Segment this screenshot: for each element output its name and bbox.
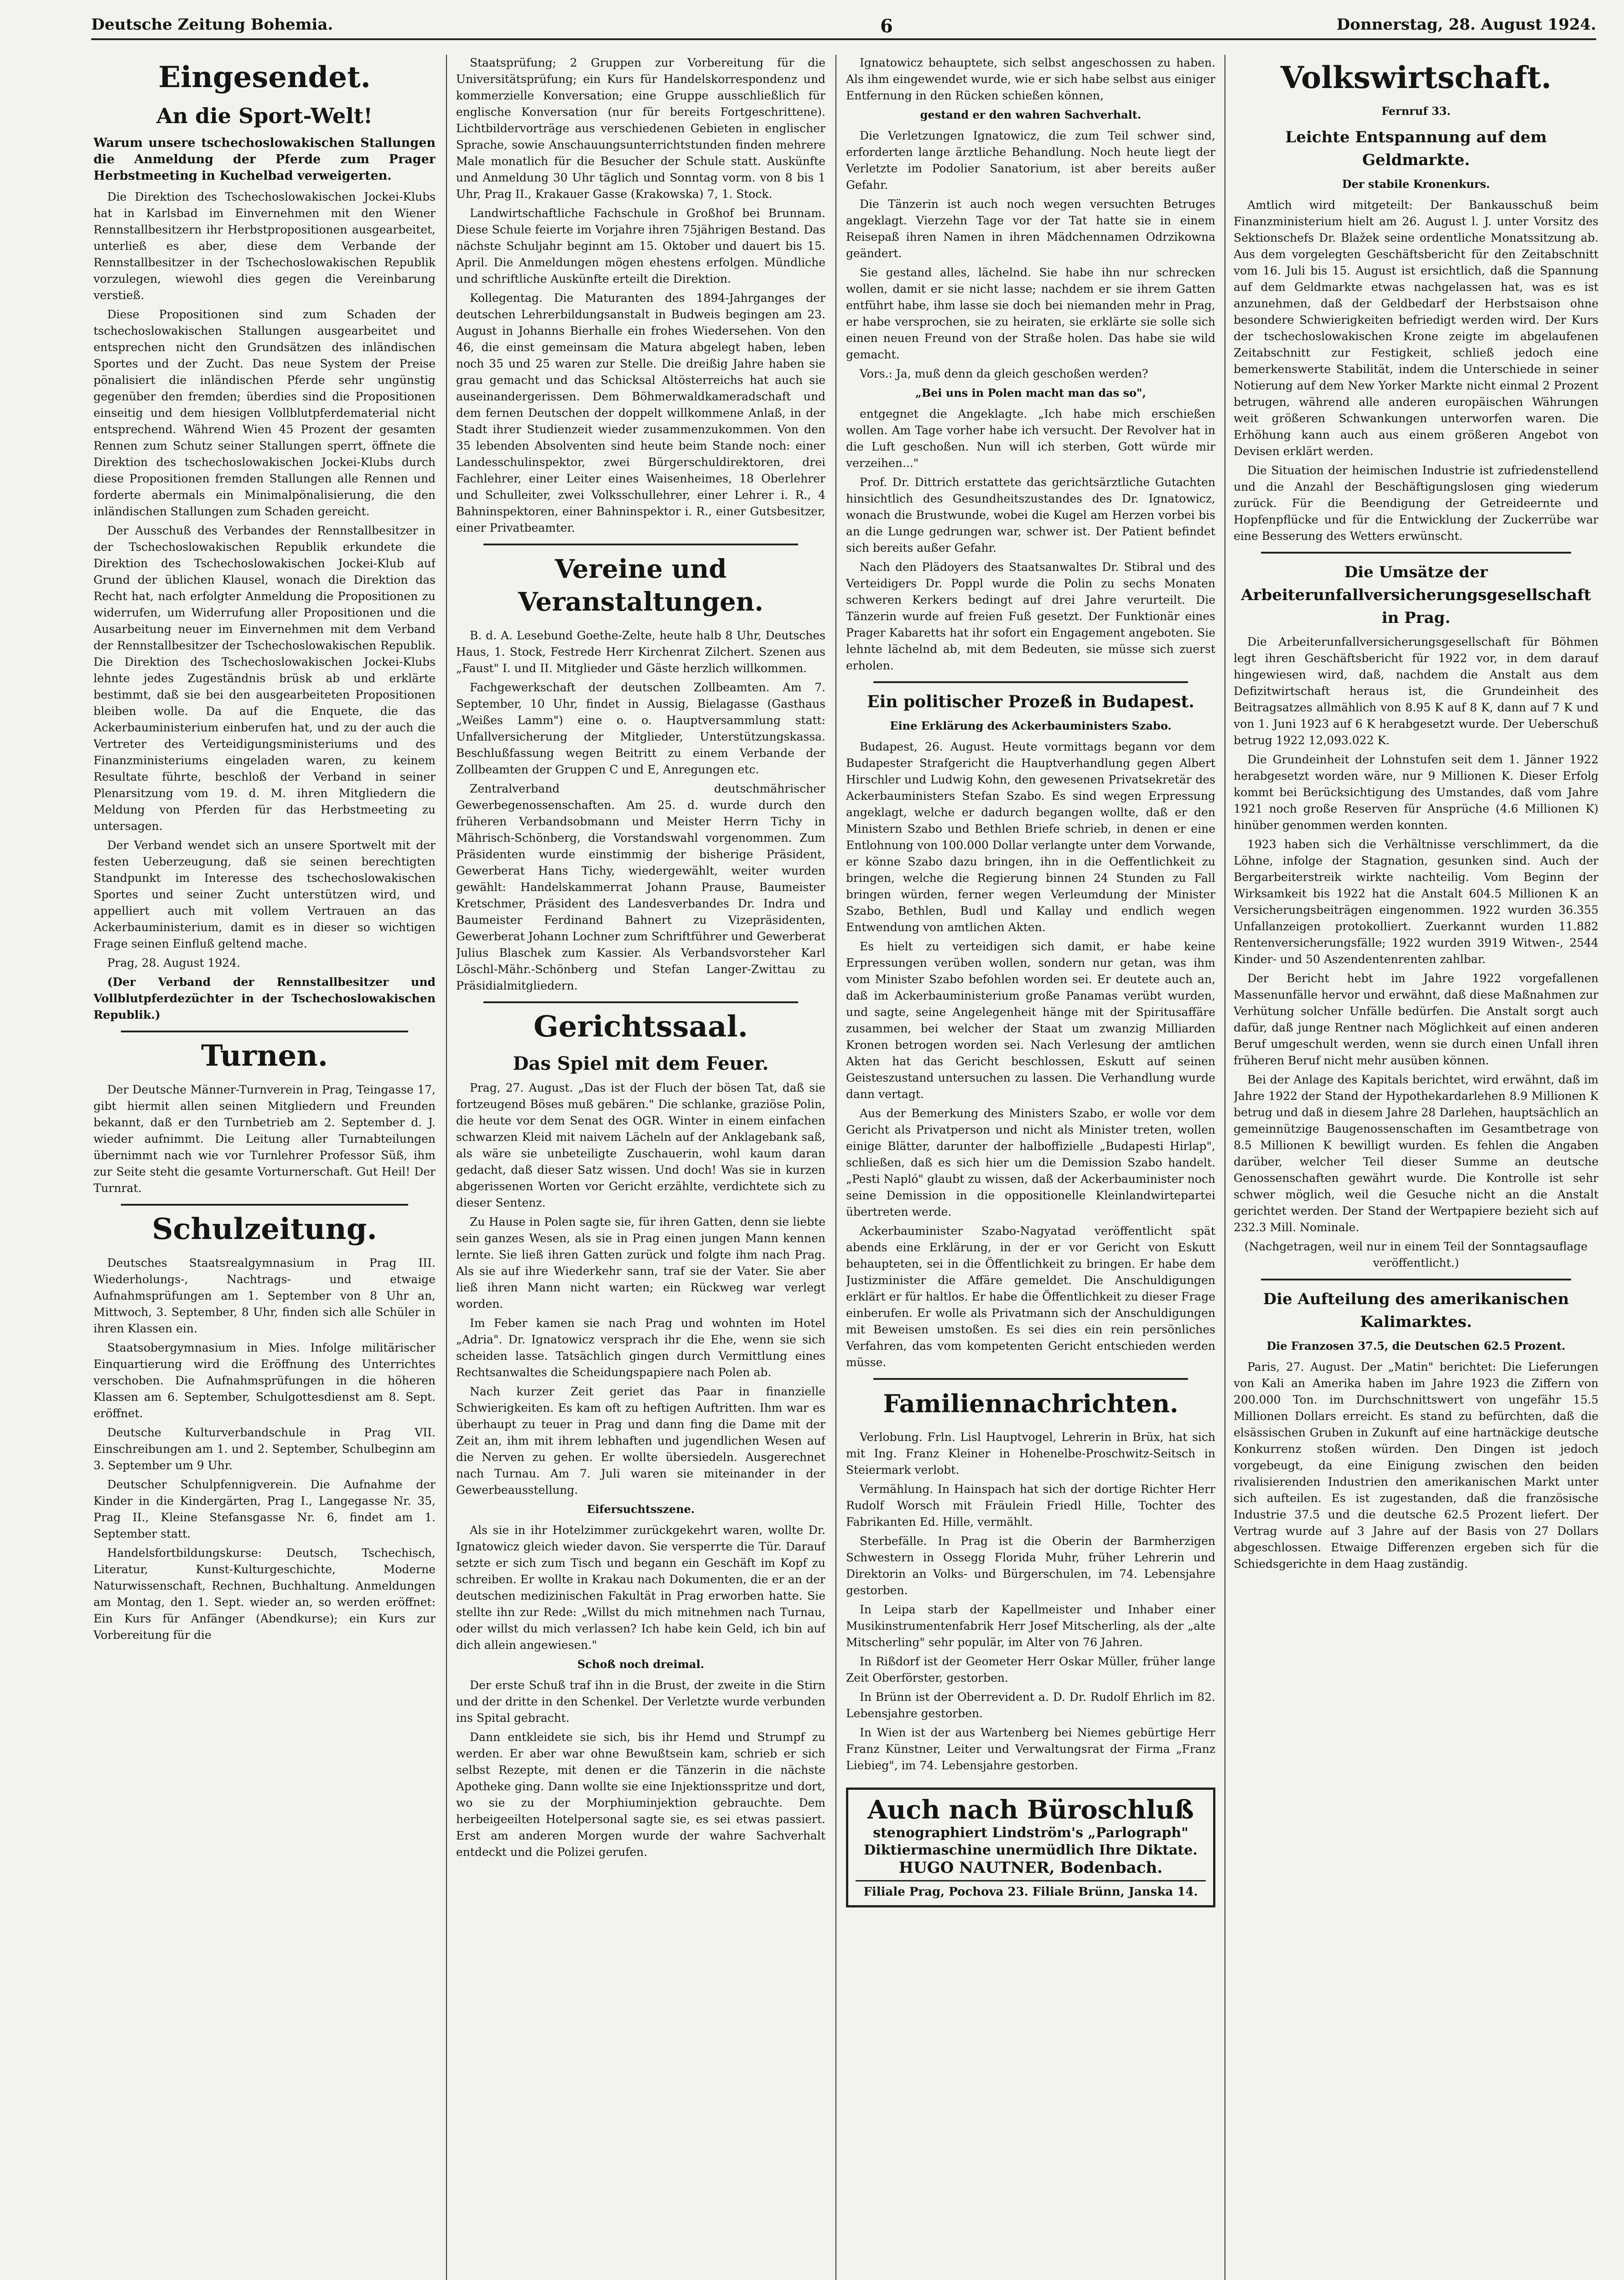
article-paragraph: Die Grundeinheit der Lohnstufen seit dem 1. Jänner 1922 herabgesetzt worden wäre, nur 9 Millionen K. Dieser Erfolg kommt bei Berücksichtigung des Umstandes, daß vom Jahre 1921 noch große Reserven für Ansprüche (4.6 Millionen K) hinüber genommen werden konnten. (1234, 753, 1598, 832)
article-paragraph: Bei der Anlage des Kapitals berichtet, wird erwähnt, daß im Jahre 1922 der Stand der Hypothekardarlehen 8.9 Millionen K betrug und daß in diesem Jahre 28 Darlehen, hauptsächlich an gemeinnützige Baugenossenschaften im Gesamtbetrage von 8.5 Millionen K bewilligt wurden. Es fehlen die Angaben darüber, welcher Teil dieser Summe an deutsche Genossenschaften gewährt wurde. Die Kontrolle ist sehr schwer möglich, weil die Gesuche nicht an die Anstalt gerichtet werden. Der Stand der Wertpapiere bezieht sich auf 232.3 Mill. Nominale. (1234, 1073, 1598, 1234)
ad-line: stenographiert Lindström's „Parlograph" (873, 1825, 1188, 1841)
article-paragraph: entgegnet die Angeklagte. „Ich habe mich erschießen wollen. Am Tage vorher habe ich versucht. Der Revolver hat in die Luft geschoßen. Nun will ich sterben, Gott würde mir verzeihen..." (846, 407, 1215, 470)
article-paragraph: Der Bericht hebt im Jahre 1922 vorgefallenen Massenunfälle hervor und erwähnt, daß diese Maßnahmen zur Verhütung solcher Unfälle bedürfen. Die Anstalt sorgt auch dafür, daß junge Rentner nach Möglichkeit auf einen anderen Beruf umgeschult werden, wenn sie durch einen Unfall ihren früheren Beruf nicht mehr ausüben können. (1234, 972, 1598, 1067)
page-header (91, 9, 1596, 40)
telephone-note: Fernruf 33. (1381, 104, 1451, 118)
article-paragraph: Deutscher Schulpfennigverein. Die Aufnahme der Kinder in die Kindergärten, Prag I., Langegasse Nr. 35, Prag II., Kleine Stefansgasse Nr. 6, findet am 1. September statt. (93, 1478, 436, 1540)
section-heading-schulzeitung: Schulzeitung. (152, 1212, 377, 1246)
section-divider (121, 1204, 408, 1206)
article-paragraph: In Brünn ist der Oberrevident a. D. Dr. Rudolf Ehrlich im 82. Lebensjahre gestorben. (846, 1690, 1215, 1720)
article-signature: (Der Verband der Rennstallbesitzer und Vollblutpferdezüchter in der Tschechoslowakischen Republik.) (93, 975, 436, 1021)
article-title-kalimarkt: Die Aufteilung des amerikanischen Kalimarktes. (1263, 1290, 1569, 1331)
column-rule (446, 55, 447, 2280)
column-3 (846, 55, 1215, 2280)
article-paragraph: Sterbefälle. In Prag ist die Oberin der Barmherzigen Schwestern in Ossegg Florida Muhr, früher Lehrerin und Direktorin an Volks- und Bürgerschulen, im 74. Lebensjahre gestorben. (846, 1534, 1215, 1597)
ad-footer: Filiale Prag, Pochova 23. Filiale Brünn, Janska 14. (856, 1880, 1206, 1900)
column-rule (1224, 55, 1225, 2280)
article-paragraph: Prof. Dr. Dittrich erstattete das gerichtsärztliche Gutachten hinsichtlich des Gesundheitszustandes des Dr. Ignatowicz, wonach die Brustwunde, wobei die Kugel am Herzen vorbei bis an die Lunge gedrungen war, schwer ist. Der Patient befindet sich bereits außer Gefahr. (846, 476, 1215, 554)
advertisement-box (846, 1788, 1215, 1907)
article-paragraph: Ignatowicz behauptete, sich selbst angeschossen zu haben. Als ihm eingewendet wurde, wie er sich habe selbst aus einiger Entfernung in den Rücken schießen können, (846, 56, 1215, 102)
article-paragraph: Die Arbeiterunfallversicherungsgesellschaft für Böhmen legt ihren Geschäftsbericht für 1922 vor, in dem darauf hingewiesen wird, daß, nachdem die Anstalt aus dem Defizitwirtschaft heraus ist, die Grundeinheit des Beitragsatzes allmählich von 8.95 K auf 8 K, dann auf 7 K und von 1. Juni 1923 auf 6 K herabgesetzt wurde. Der Ueberschuß betrug 1922 12,093.022 K. (1234, 635, 1598, 747)
ad-title: Auch nach Büroschluß (867, 1795, 1194, 1825)
article-paragraph: Der Deutsche Männer-Turnverein in Prag, Teingasse 17, gibt hiermit allen seinen Mitgliedern und Freunden bekannt, daß er den Turnbetrieb am 2. September d. J. wieder aufnimmt. Die Leitung aller Turnabteilungen übernimmt nach wie vor Turnlehrer Professor Süß, ihm zur Seite steht die gesamte Vorturnerschaft. Gut Heil! Der Turnrat. (93, 1083, 436, 1195)
article-paragraph: Amtlich wird mitgeteilt: Der Bankausschuß beim Finanzministerium hielt am 26. August l. J. unter Vorsitz des Sektionschefs Dr. Blažek seine ordentliche Monatssitzung ab. Aus dem vorgelegten Geschäftsbericht für den Zeitabschnitt vom 16. Juli bis 15. August ist ersichtlich, daß die Spannung auf dem Geldmarkte etwas nachgelassen hat, was es ist anzunehmen, daß der Geldbedarf der Herbstsaison ohne besondere Schwierigkeiten befriedigt werden wird. Der Kurs der tschechoslowakischen Krone zeigte im abgelaufenen Zeitabschnitt zur Festigkeit, schließ jedoch eine bemerkenswerte Stabilität, indem die Unterschiede in seiner Notierung auf dem New Yorker Markte nicht einmal 2 Prozent betrugen, während alle anderen europäischen Währungen weit größeren Schwankungen unterworfen waren. Die Erhöhung kann auch aus einem größeren Angebot von Devisen erklärt werden. (1234, 198, 1598, 458)
article-paragraph: Paris, 27. August. Der „Matin" berichtet: Die Lieferungen von Kali an Amerika haben im Jahre 1923 die Ziffern von 200.000 Ton. im Durchschnittswert von ungefähr 15.5 Millionen Dollars erreicht. Es stand zu befürchten, daß die elsässischen Gruben in Zukunft auf eine hartnäckige deutsche Konkurrenz stoßen würden. Den Dingen ist jedoch vorgebeugt, da eine Einigung zwischen den beiden rivalisierenden Industrien den amerikanischen Markt unter sich aufteilen. Es ist zugestanden, daß die französische Industrie 37.5 und die deutsche 62.5 Prozent liefert. Der Vertrag wurde auf 3 Jahre auf der Basis von 27 Dollars abgeschlossen. Etwaige Differenzen ergeben sich für die Schiedsgerichte in dem Haag zuständig. (1234, 1360, 1598, 1570)
article-paragraph: Diese Propositionen sind zum Schaden der tschechoslowakischen Stallungen ausgearbeitet und entsprechen nicht den Grundsätzen des inländischen Sportes und der Zucht. Das neue System der Preise pönalisiert die inländischen Pferde sehr ungünstig gegenüber den fremden; überdies sind die Propositionen einseitig und dem hiesigen Vollblutpferdematerial nicht entsprechend. Während Wien 45 Prozent der gesamten Rennen zum Schutz seiner Stallungen sperrt, öffnete die Direktion des tschechoslowakischen Jockei-Klubs durch diese Propositionen fremden Stallungen alle Rennen und forderte abermals ein Minimalpönalisierung, die den inländischen Stallungen zum Schaden gereicht. (93, 308, 436, 518)
article-title-budapest: Ein politischer Prozeß in Budapest. (867, 692, 1194, 711)
section-heading-turnen: Turnen. (201, 1039, 328, 1073)
article-paragraph: 1923 haben sich die Verhältnisse verschlimmert, da die Löhne, infolge der Stagnation, gesunken sind. Auch der Bergarbeiterstreik wirkte nachteilig. Vom Beginn der Wirksamkeit bis 1922 hat die Anstalt 604.5 Millionen K an Versicherungsbeiträgen eingenommen. 1922 wurden 36.355 Unfallanzeigen protokolliert. Zuerkannt wurden 11.882 Rentenversicherungsfälle; 1922 wurden 3919 Witwen-, 2544 Kinder- und 50 Aszendentenrenten zahlbar. (1234, 838, 1598, 966)
article-dek: Die Franzosen 37.5, die Deutschen 62.5 Prozent. (1266, 1339, 1566, 1352)
article-paragraph: Vors.: Ja, muß denn da gleich geschoßen werden? (860, 367, 1148, 380)
article-paragraph: Verlobung. Frln. Lisl Hauptvogel, Lehrerin in Brüx, hat sich mit Ing. Franz Kleiner in Hohenelbe-Proschwitz-Seitsch in Steiermark verlobt. (846, 1430, 1215, 1477)
section-heading-volkswirtschaft: Volkswirtschaft. (1280, 60, 1552, 95)
article-paragraph: Als sie in ihr Hotelzimmer zurückgekehrt waren, wollte Dr. Ignatowicz gleich wieder davon. Sie versperrte die Tür. Darauf setzte er sich zum Tisch und begann ein Geschäft im Kopf zu schreiben. Er wollte in Krakau nach Dokumenten, die er an der deutschen medizinischen Fakultät in Prag erworben hatte. Sie stellte ihn zur Rede: „Willst du mich mitnehmen nach Turnau, oder willst du mich verlassen? Ich habe kein Geld, ich bin auf dich allein angewiesen." (456, 1523, 825, 1652)
article-paragraph: Zentralverband deutschmährischer Gewerbegenossenschaften. Am 25. d. wurde durch den früheren Verbandsobmann und Meister Herrn Tichy in Mährisch-Schönberg, die Vorstandswahl vorgenommen. Zum Präsidenten wurde einstimmig der bisherige Präsident, Gewerberat Hans Tichy, wiedergewählt, weiter wurden gewählt: Handelskammerrat Johann Prause, Baumeister Kretschmer, Präsident des Landesverbandes Dr. Indra und Baumeister Ferdinand Bahnert zu Vizepräsidenten, Gewerberat Johann Lochner zum Schriftführer und Gewerberat Julius Blaschek zum Kassier. Als Verbandsvorsteher Karl Löschl-Mähr.-Schönberg und Stefan Langer-Zwittau zu Präsidialmitgliedern. (456, 782, 825, 992)
article-paragraph: Es hielt zu verteidigen sich damit, er habe keine Erpressungen verüben wollen, sondern nur getan, was ihm vom Minister Szabo befohlen worden sei. Er deutete auch an, daß im Ackerbauministerium große Panamas verübt wurden, und sagte, seine Angelegenheit hänge mit der Spiritusaffäre zusammen, bei welcher der Staat um zwanzig Milliarden Kronen betrogen worden sei. Nach Verlesung der amtlichen Akten hat das Gericht beschlossen, Eskutt auf seinen Geisteszustand untersuchen zu lassen. Die Verhandlung wurde dann vertagt. (846, 940, 1215, 1101)
subheading: Eifersuchtsszene. (586, 1503, 695, 1516)
issue-date: Donnerstag, 28. August 1924. (1336, 16, 1596, 34)
subheading: „Bei uns in Polen macht man das so", (915, 386, 1146, 399)
section-divider (873, 1378, 1188, 1380)
page-number: 6 (880, 16, 893, 37)
article-dek: Warum unsere tschechoslowakischen Stallungen die Anmeldung der Pferde zum Prager Herbstmeeting in Kuchelbad verweigerten. (93, 136, 436, 183)
article-paragraph: In Leipa starb der Kapellmeister und Inhaber einer Musikinstrumentenfabrik Herr Josef Mitscherling, als der „alte Mitscherling" sehr populär, im Alter von 76 Jahren. (846, 1603, 1215, 1649)
article-dek: Eine Erklärung des Ackerbauministers Szabo. (890, 719, 1172, 732)
article-paragraph: Die Situation der heimischen Industrie ist zufriedenstellend und die Anzahl der Beschäftigungslosen ging wiederum zurück. Für die Beendigung der Getreideernte und Hopfenpflücke und für die Entwicklung der Zuckerrübe war eine Besserung des Wetters erwünscht. (1234, 464, 1598, 543)
article-paragraph: Der Ausschuß des Verbandes der Rennstallbesitzer in der Tschechoslowakischen Republik erkundete die Direktion des Tschechoslowakischen Jockei-Klub auf Grund der üblichen Klausel, wonach die Direktion das Recht hat, nach erfolgter Anmeldung die Propositionen zu widerrufen, um Widerrufung aller Propositionen und die Ausarbeitung neuer im Einvernehmen mit dem Verband der Rennstallbesitzer der Tschechoslowakischen Republik. Die Direktion des Tschechoslowakischen Jockei-Klubs lehnte jedes Zugeständnis brüsk ab und erklärte bestimmt, daß sie bei den ausgearbeiteten Propositionen bleiben wolle. Da auf die Enquete, die das Ackerbauministerium einberufen hat, und zu der auch die Vertreter des Verteidigungsministeriums und des Finanzministeriums eingeladen waren, zu keinem Resultate führte, beschloß der Verband in seiner Plenarsitzung vom 19. d. M. ihren Mitgliedern die Meldung von Pferden für das Herbstmeeting zu untersagen. (93, 524, 436, 833)
article-paragraph: Prag, 27. August. „Das ist der Fluch der bösen Tat, daß sie fortzeugend Böses muß gebären." Die schlanke, graziöse Polin, die heute vor dem Senat des OGR. Winter in einem einfachen schwarzen Kleid mit naivem Lächeln auf der Anklagebank saß, als wäre sie unbeteiligte Zuschauerin, wohl kaum daran gedacht, daß dieser Satz wissen. Und doch! Was sie in kurzen abgerissenen Worten vor Gericht erzählte, verdichtete sich zu dieser Sentenz. (456, 1081, 825, 1209)
article-paragraph: Sie gestand alles, lächelnd. Sie habe ihn nur schrecken wollen, damit er sie nicht lasse; nachdem er sie ihrem Gatten entführt habe, ihm lasse sie doch bei niemanden mehr in Prag, er habe versprochen, sie zu heiraten, sie erklärte sie solle sich einen neuen Freund von der Straße holen. Das habe sie wild gemacht. (846, 266, 1215, 361)
article-paragraph: Budapest, 26. August. Heute vormittags begann vor dem Budapester Strafgericht die Hauptverhandlung gegen Albert Hirschler und Ludwig Kohn, den gewesenen Privatsekretär des Ackerbauministers Stefan Szabo. Es sind wegen Erpressung angeklagt, welche er dadurch begangen wollte, daß er den Ministern Szabo und Bethlen Briefe schrieb, in denen er eine Entlohnung von 100.000 Dollar verlangte unter dem Vorwande, er könne Szabo dazu bringen, ihn in die Oeffentlichkeit zu bringen, welche die Regierung binnen 24 Stunden zu Fall bringen würden, ferner wegen Verleumdung der Minister Szabo, Bethlen, Budl und Kallay und endlich wegen Entwendung von amtlichen Akten. (846, 740, 1215, 934)
section-divider (483, 544, 798, 545)
article-dek: Der stabile Kronenkurs. (1342, 177, 1490, 191)
section-heading-gerichtssaal: Gerichtssaal. (533, 1010, 748, 1044)
section-divider (483, 1001, 798, 1003)
section-heading-vereine: Vereine und Veranstaltungen. (518, 554, 763, 617)
article-paragraph: Fachgewerkschaft der deutschen Zollbeamten. Am 7. September, 10 Uhr, findet in Aussig, Bielagasse (Gasthaus „Weißes Lamm") eine o. o. Hauptversammlung statt: Unfallversicherung der Mitglieder, Unterstützungskassa. Beschlußfassung wegen Beitritt zu einem Verbande der Zollbeamten der Gruppen C und E, Anregungen etc. (456, 681, 825, 776)
article-paragraph: Staatsobergymnasium in Mies. Infolge militärischer Einquartierung wird die Eröffnung des Unterrichtes verschoben. Die Aufnahmsprüfungen in die höheren Klassen am 6. September, Schulgottesdienst am 8. Sept. eröffnet. (93, 1341, 436, 1420)
article-dateline: Prag, 28. August 1924. (107, 956, 240, 969)
ad-line: HUGO NAUTNER, Bodenbach. (898, 1859, 1163, 1877)
subheading: Schoß noch dreimal. (577, 1658, 705, 1671)
section-divider (1261, 1279, 1571, 1280)
article-paragraph: Staatsprüfung; 2 Gruppen zur Vorbereitung für die Universitätsprüfung; ein Kurs für Handelskorrespondenz und kommerzielle Konversation; eine Gruppe ausschließlich für englische Konversation (nur für bereits Fortgeschrittene). Lichtbildervorträge aus verschiedenen Gebieten in englischer Sprache, sowie Anschauungsunterrichtstunden finden mehrere Male monatlich für die Besucher der Schule statt. Auskünfte und Anmeldung 30 Uhr täglich und Sonntag vorm. von 8 bis 1 Uhr, Prag II., Krakauer Gasse (Krakowska) 7, 1. Stock. (456, 56, 825, 201)
subheading: gestand er den wahren Sachverhalt. (920, 108, 1141, 121)
section-divider (1261, 552, 1571, 554)
article-paragraph: In Rißdorf ist der Geometer Herr Oskar Müller, früher lange Zeit Oberförster, gestorben. (846, 1655, 1215, 1684)
article-paragraph: Die Direktion des Tschechoslowakischen Jockei-Klubs hat in Karlsbad im Einvernehmen mit den Wiener Rennstallbesitzern ihr Herbstpropositionen ausgearbeitet, unterließ es aber, diese dem Verbande der Rennstallbesitzer in der Tschechoslowakischen Republik vorzulegen, wiewohl dies gegen die Vereinbarung verstieß. (93, 190, 436, 302)
column-rule (835, 55, 836, 2280)
section-divider (121, 1031, 408, 1032)
article-paragraph: Dann entkleidete sie sich, bis ihr Hemd und Strumpf zu werden. Er aber war ohne Bewußtsein kam, schrieb er sich selbst Rezepte, mit denen er die Tänzerin in die nächste Apotheke ging. Dann wollte sie eine Injektionsspritze und dort, wo sie zu der Morphiuminjektion gebrauchte. Dem herbeigeeilten Hotelpersonal sagte sie, es sei etwas passiert. Erst am anderen Morgen wurde der wahre Sachverhalt entdeckt und die Polizei gerufen. (456, 1731, 825, 1859)
section-heading-familie: Familiennachrichten. (883, 1389, 1178, 1418)
article-paragraph: Der erste Schuß traf ihn in die Brust, der zweite in die Stirn und der dritte in den Schenkel. Der Verletzte wurde verbunden ins Spital gebracht. (456, 1679, 825, 1725)
column-4 (1234, 55, 1598, 2280)
article-paragraph: Vermählung. In Hainspach hat sich der dortige Richter Herr Rudolf Worsch mit Fräulein Friedl Hille, Tochter des Fabrikanten Ed. Hille, vermählt. (846, 1482, 1215, 1529)
article-paragraph: Aus der Bemerkung des Ministers Szabo, er wolle vor dem Gericht als Privatperson und nicht als Minister treten, wollen einige Blätter, darunter der halboffizielle „Budapesti Hirlap", schließen, daß es sich hier um die Demission Szabo handelt. „Pesti Napló" glaubt zu wissen, daß der Ackerbauminister noch seine Demission in die oppositionelle Kleinlandwirtepartei übertreten werde. (846, 1107, 1215, 1218)
article-paragraph: Deutsche Kulturverbandschule in Prag VII. Einschreibungen am 1. und 2. September, Schulbeginn am 3. September um 9 Uhr. (93, 1426, 436, 1472)
article-title-geldmarkt: Leichte Entspannung auf dem Geldmarkte. (1285, 128, 1547, 169)
article-paragraph: Ackerbauminister Szabo-Nagyatad veröffentlicht spät abends eine Erklärung, in der er vor Gericht von Eskutt behaupteten, sei in die Öffentlichkeit zu bringen. Er habe dem Justizminister die Affäre gemeldet. Die Anschuldigungen erklärt er für haltlos. Er habe die Öffentlichkeit zu dieser Frage einberufen. Er wolle als Privatmann sich der Anschuldigungen mit Beweisen umstoßen. Es sei dies ein rein persönliches Verfahren, das vom kompetenten Gericht entschieden werden müsse. (846, 1224, 1215, 1369)
article-paragraph: Handelsfortbildungskurse: Deutsch, Tschechisch, Literatur, Kunst-Kulturgeschichte, Moderne Naturwissenschaft, Rechnen, Buchhaltung. Anmeldungen am Montag, den 1. Sept. wieder an, so werden eröffnet: Ein Kurs für Anfänger (Abendkurse); ein Kurs zur Vorbereitung für die (93, 1546, 436, 1642)
article-paragraph: Im Feber kamen sie nach Prag und wohnten im Hotel „Adria". Dr. Ignatowicz versprach ihr die Ehe, wenn sie sich scheiden lasse. Tatsächlich gingen durch Vermittlung eines Rechtsanwaltes die Scheidungspapiere nach Polen ab. (456, 1316, 825, 1379)
article-paragraph: Nach den Plädoyers des Staatsanwaltes Dr. Stibral und des Verteidigers Dr. Poppl wurde die Polin zu sechs Monaten schweren Kerkers bedingt auf drei Jahre verurteilt. Die Tänzerin wurde auf freien Fuß gesetzt. Der Funktionär eines Prager Kabaretts hat ihr sofort ein Engagement angeboten. Sie lehnte lächelnd ab, mit dem Bedeuten, sie müsse sich zuerst erholen. (846, 560, 1215, 672)
article-paragraph: Deutsches Staatsrealgymnasium in Prag III. Wiederholungs-, Nachtrags- und etwaige Aufnahmsprüfungen am 1. September von 8 Uhr an, Mittwoch, 3. September, 8 Uhr, finden sich alle Schüler in ihren Klassen ein. (93, 1256, 436, 1335)
column-2 (456, 55, 825, 2280)
article-paragraph: In Wien ist der aus Wartenberg bei Niemes gebürtige Herr Franz Künstner, Leiter und Verwaltungsrat der Firma „Franz Liebieg", im 74. Lebensjahre gestorben. (846, 1726, 1215, 1772)
section-heading-eingesendet: Eingesendet. (158, 60, 371, 94)
article-paragraph: Kollegentag. Die Maturanten des 1894-Jahrganges der deutschen Lehrerbildungsanstalt in Budweis begingen am 23. August in Johanns Bierhalle ein frohes Wiedersehen. Von den 46, die einst gemeinsam die Matura abgelegt haben, leben noch 35 und 25 waren zur Stelle. Die dreißig Jahre haben sie grau gemacht und das Schicksal Altösterreichs hat auch sie auseinandergerissen. Dem Böhmerwaldkameradschaft und dem fernen Deutschen der doppelt willkommene Anlaß, in der Stadt ihrer Studienzeit wieder zusammenzukommen. Von den 35 lebenden Absolventen sind heute beim Stande noch: einer Landesschulinspektor, zwei Bürgerschuldirektoren, drei Fachlehrer, einer Leiter eines Waisenheimes, 18 Oberlehrer und Schulleiter, zwei Volksschullehrer, einer Lehrer i. R., 4 Bahninspektoren, einer Bahninspektor i. R., einer Gutsbesitzer, einer Privatbeamter. (456, 291, 825, 534)
article-paragraph: Nach kurzer Zeit geriet das Paar in finanzielle Schwierigkeiten. Es kam oft zu heftigen Auftritten. Ihm war es überhaupt zu teuer in Prag und dann fing die Dame mit der Zeit an, ihm mit ihrem lebhaften und jugendlichen Wesen auf die Nerven zu gehen. Er wollte übersiedeln. Ausgerechnet nach Turnau. Am 7. Juli waren sie miteinander in der Gewerbeausstellung. (456, 1385, 825, 1497)
article-paragraph: Zu Hause in Polen sagte sie, für ihren Gatten, denn sie liebte sein ganzes Wesen, als sie in Prag einen jungen Mann kennen lernte. Sie ließ ihren Gatten zurück und folgte ihm nach Prag. Als sie auf ihre Wiederkehr sann, traf sie der Vater. Sie aber ließ ihren Mann nicht warten; ein Rückweg war verlegt worden. (456, 1215, 825, 1311)
ad-line: Diktiermaschine unermüdlich Ihre Diktate. (864, 1842, 1198, 1858)
column-1 (93, 55, 436, 2280)
article-title-sport: An die Sport-Welt! (156, 104, 373, 128)
article-paragraph: Der Verband wendet sich an unsere Sportwelt mit der festen Ueberzeugung, daß sie seinen berechtigten Standpunkt im Interesse des tschechoslowakischen Sportes und seiner Zucht unterstützen wird, und appelliert auch mit vollem Vertrauen an das Ackerbauministerium, damit es in dieser so wichtigen Frage seinen Einfluß geltend mache. (93, 839, 436, 950)
masthead-title: Deutsche Zeitung Bohemia. (91, 16, 333, 34)
article-paragraph: B. d. A. Lesebund Goethe-Zelte, heute halb 8 Uhr, Deutsches Haus, 1. Stock, Festrede Herr Kirchenrat Zilchert. Szenen aus „Faust" I. und II. Mitglieder und Gäste herzlich willkommen. (456, 629, 825, 675)
section-divider (873, 681, 1188, 683)
article-title-feuer: Das Spiel mit dem Feuer. (513, 1053, 769, 1074)
article-paragraph: Die Tänzerin ist auch noch wegen versuchten Betruges angeklagt. Vierzehn Tage vor der Tat hatte sie in einem Reisepaß ihren Namen in ihren Mädchennamen Odrzikowna geändert. (846, 197, 1215, 260)
article-paragraph: Landwirtschaftliche Fachschule in Großhof bei Brunnam. Diese Schule feierte im Vorjahre ihren 75jährigen Bestand. Das nächste Schuljahr beginnt am 15. Oktober und dauert bis 15. April. Die Anmeldungen mögen ehestens erfolgen. Mündliche und schriftliche Auskünfte erteilt die Direktion. (456, 207, 825, 285)
article-title-arbeiterunfall: Die Umsätze der Arbeiterunfallversicherungsgesellschaft in Prag. (1241, 563, 1591, 627)
article-note: (Nachgetragen, weil nur in einem Teil der Sonntagsauflage veröffentlicht.) (1244, 1240, 1588, 1270)
article-paragraph: Die Verletzungen Ignatowicz, die zum Teil schwer sind, erforderten lange ärztliche Behandlung. Noch heute liegt der Verletzte im Podolier Sanatorium, ist aber bereits außer Gefahr. (846, 129, 1215, 192)
